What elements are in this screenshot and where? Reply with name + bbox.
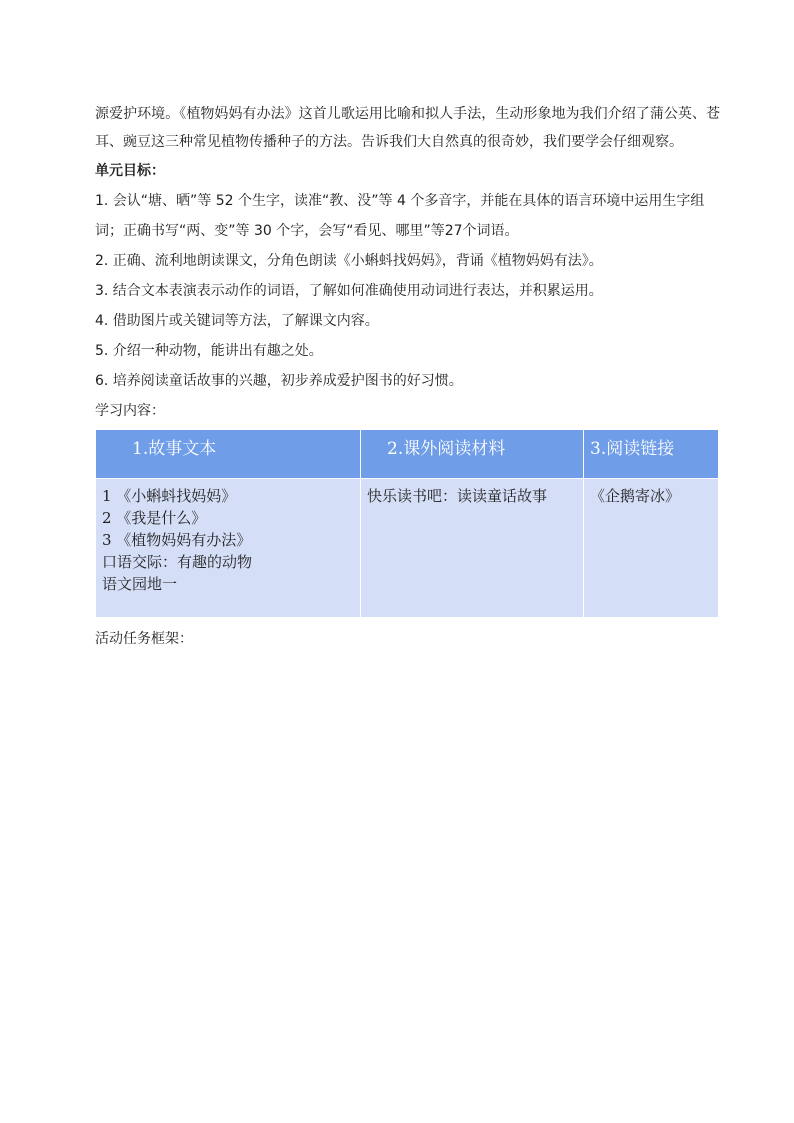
goals-heading: 单元目标： [95,163,165,179]
goal-item-4: 4. 借助图片或关键词等方法，了解课文内容。 [95,313,379,329]
table-cell-story-text [96,479,361,618]
story-item-5: 语文园地一 [102,575,178,593]
table-header-row [96,430,719,479]
content-heading: 学习内容： [95,403,165,419]
story-item-3: 3 《植物妈妈有办法》 [102,531,252,549]
story-item-2: 2 《我是什么》 [102,509,207,527]
intro-paragraph: 源爱护环境。《植物妈妈有办法》这首儿歌运用比喻和拟人手法，生动形象地为我们介绍了蒲公英、苍耳、豌豆这三种常见植物传播种子的方法。告诉我们大自然真的很奇妙，我们要学会仔细观察。 [95,106,720,150]
goal-item-5: 5. 介绍一种动物，能讲出有趣之处。 [95,343,323,359]
table-cell-reading-link: 《企鹅寄冰》 [584,479,719,618]
table-header-reading-link: 3.阅读链接 [584,430,719,479]
table-header-story-text: 1.故事文本 [96,430,361,479]
table-cell-extra-reading: 快乐读书吧：读读童话故事 [361,479,584,618]
document-content [95,100,720,654]
story-item-1: 1 《小蝌蚪找妈妈》 [102,487,237,505]
table-row [96,479,719,618]
goals-list [95,186,720,396]
framework-heading: 活动任务框架： [95,631,193,647]
goal-item-6: 6. 培养阅读童话故事的兴趣，初步养成爱护图书的好习惯。 [95,373,463,389]
goal-item-2: 2. 正确、流利地朗读课文，分角色朗读《小蝌蚪找妈妈》，背诵《植物妈妈有法》。 [95,253,603,269]
story-item-4: 口语交际：有趣的动物 [102,553,253,571]
table-header-extra-reading: 2.课外阅读材料 [361,430,584,479]
learning-content-table [95,429,719,618]
goal-item-1: 1. 会认“塘、晒”等 52 个生字，读准“教、没”等 4 个多音字，并能在具体的语言环境中运用生字组词；正确书写“两、变”等 30 个字，会写“看见、哪里”等27个词语。 [95,193,705,239]
goal-item-3: 3. 结合文本表演表示动作的词语，了解如何准确使用动词进行表达，并积累运用。 [95,283,603,299]
